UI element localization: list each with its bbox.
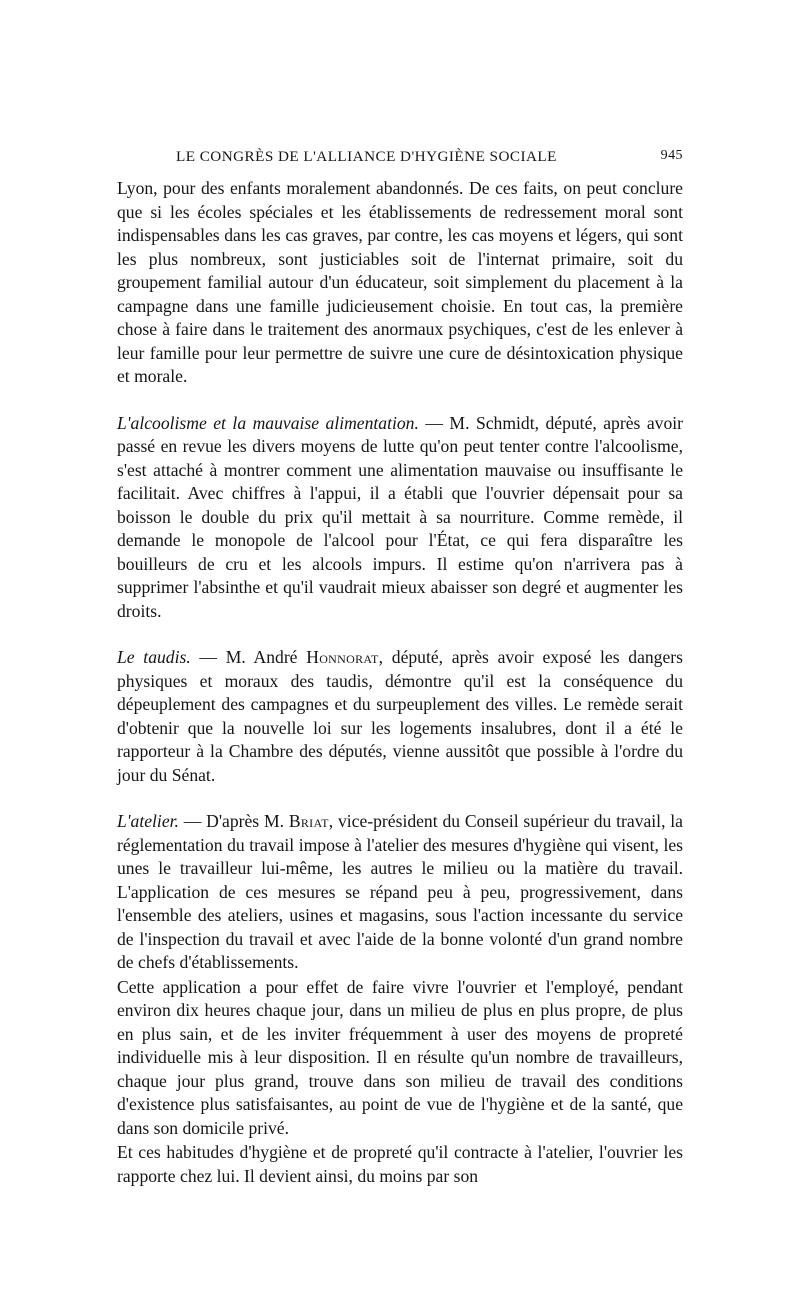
section-atelier <box>117 810 683 975</box>
running-title: LE CONGRÈS DE L'ALLIANCE D'HYGIÈNE SOCIALE <box>176 148 557 165</box>
section-heading-alcoolisme: L'alcoolisme et la mauvaise alimentation. <box>117 412 419 433</box>
paragraph-text: Cette application a pour effet de faire vivre l'ouvrier et l'employé, pendant environ dix heures chaque jour, dans un milieu de plus en plus propre, de plus en plus sain, et de les inviter fréquemment à user des moyens de propreté individuelle mis à leur disposition. Il en résulte qu'un nombre de travailleurs, chaque jour plus grand, trouve dans son milieu de travail des conditions d'existence plus satisfaisantes, au point de vue de l'hygiène et de la santé, que dans son domicile privé. <box>117 976 683 1138</box>
book-page <box>117 140 683 1188</box>
paragraph-application <box>117 976 683 1141</box>
paragraph-text: — M. André <box>190 647 307 667</box>
paragraph-text: — M. Schmidt, député, après avoir passé en revue les divers moyens de lutte qu'on peut tenter contre l'alcoolisme, s'est attaché à montrer comment une alimentation mauvaise ou insuffisante le facilitait. Avec chiffres à l'appui, il a établi que l'ouvrier dépensait pour sa boisson le double du prix qu'il mettait à sa nourriture. Comme remède, il demande le monopole de l'alcool pour l'État, ce qui fera disparaître les bouilleurs de cru et les alcools impurs. Il estime qu'on n'arrivera pas à supprimer l'absinthe et qu'il vaudrait mieux abaisser son degré et augmenter les droits. <box>117 412 684 621</box>
section-heading-taudis: Le taudis. <box>117 647 191 667</box>
section-taudis <box>117 646 683 787</box>
page-number: 945 <box>660 148 683 163</box>
paragraph-habitudes <box>117 1141 683 1188</box>
person-name-briat: Briat <box>288 811 329 831</box>
running-header <box>117 140 683 174</box>
section-alcoolisme <box>117 412 683 624</box>
paragraph-text: — D'après M. <box>178 811 289 831</box>
paragraph-lyon <box>117 177 683 389</box>
person-name-honnorat: Honnorat <box>306 647 379 667</box>
paragraph-text: Et ces habitudes d'hygiène et de propreté qu'il contracte à l'atelier, l'ouvrier les rapporte chez lui. Il devient ainsi, du moins par son <box>117 1142 683 1186</box>
paragraph-text: , vice-président du Conseil supérieur du travail, la réglementation du travail impose à l'atelier des mesures d'hygiène qui visent, les unes le travailleur lui-même, les autres le milieu ou la matière du travail. L'application de ces mesures se répand peu à peu, progressivement, dans l'ensemble des ateliers, usines et magasins, sous l'action incessante du service de l'inspection du travail et avec l'aide de la bonne volonté d'un grand nombre de chefs d'établissements. <box>117 811 683 972</box>
paragraph-text: , député, après avoir exposé les dangers physiques et moraux des taudis, démontre qu'il est la conséquence du dépeuplement des campagnes et du surpeuplement des villes. Le remède serait d'obtenir que la nouvelle loi sur les logements insalubres, dont il a été le rapporteur à la Chambre des députés, vienne aussitôt que possible à l'ordre du jour du Sénat. <box>117 647 683 785</box>
page-body <box>117 177 683 1188</box>
paragraph-text: Lyon, pour des enfants moralement abandonnés. De ces faits, on peut conclure que si les écoles spéciales et les établissements de redressement moral sont indispensables dans les cas graves, par contre, les cas moyens et légers, qui sont les plus nombreux, sont justiciables soit de l'internat primaire, soit du groupement familial autour d'un éducateur, soit simplement du placement à la campagne dans une famille judicieusement choisie. En tout cas, la première chose à faire dans le traitement des anormaux psychiques, c'est de les enlever à leur famille pour leur permettre de suivre une cure de désintoxication physique et morale. <box>117 178 683 386</box>
section-heading-atelier: L'atelier. <box>117 811 179 831</box>
